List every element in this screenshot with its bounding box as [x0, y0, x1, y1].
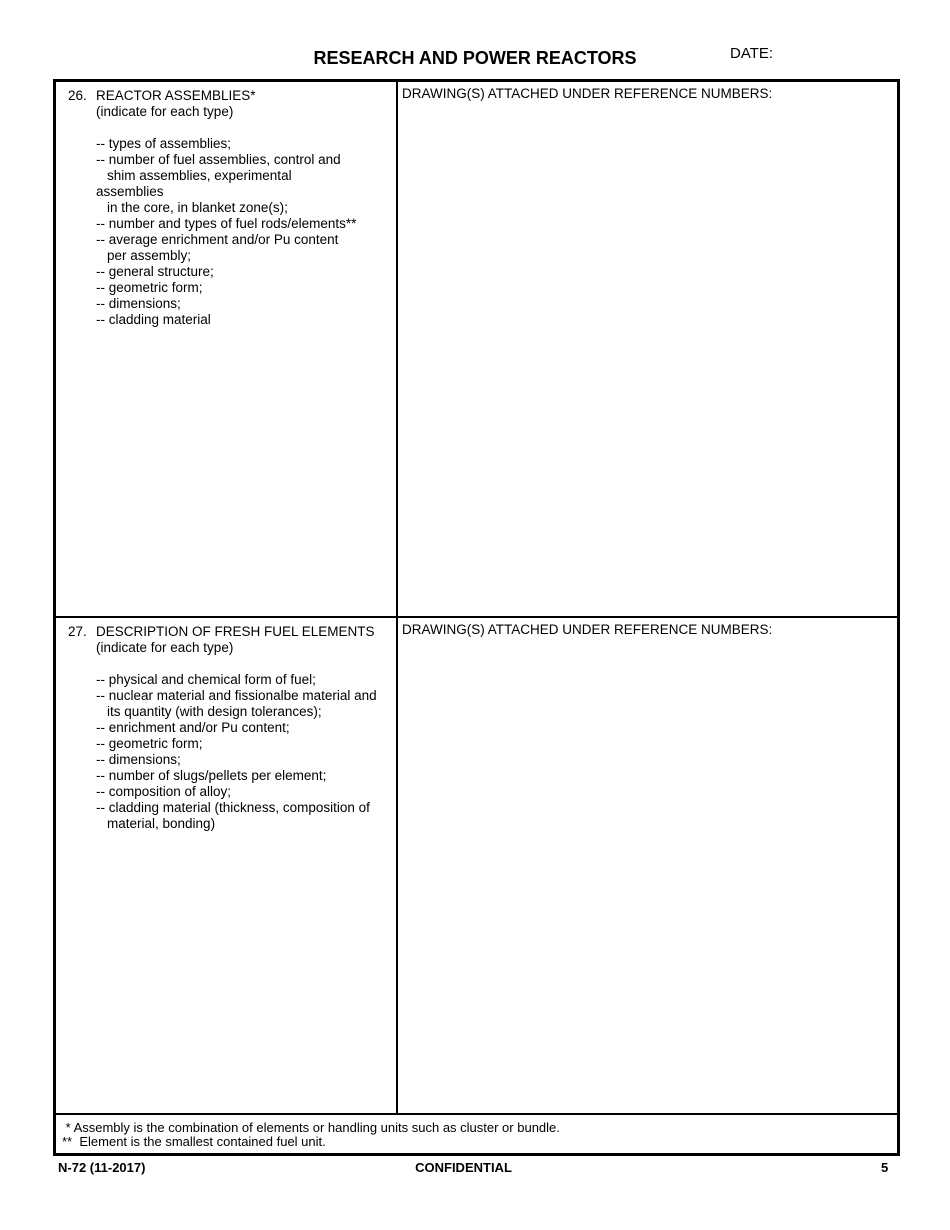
- list-item: -- geometric form;: [96, 280, 203, 295]
- list-item: -- dimensions;: [96, 296, 181, 311]
- section-27-number: 27.: [68, 624, 87, 639]
- page-title: [0, 48, 950, 69]
- section-27-description: [68, 624, 394, 832]
- section-26-drawings-label: DRAWING(S) ATTACHED UNDER REFERENCE NUMBERS:: [402, 86, 773, 101]
- footnotes-row: [56, 1115, 897, 1153]
- section-27-items: [96, 672, 394, 832]
- list-item: -- general structure;: [96, 264, 214, 279]
- list-item: -- geometric form;: [96, 736, 203, 751]
- section-26-items: [96, 136, 394, 328]
- list-item: -- composition of alloy;: [96, 784, 232, 799]
- list-item: per assembly;: [107, 248, 192, 263]
- section-26-number: 26.: [68, 88, 87, 103]
- column-divider: [396, 82, 398, 616]
- list-item: -- types of assemblies;: [96, 136, 232, 151]
- section-26-subtitle: (indicate for each type): [96, 104, 234, 119]
- list-item: -- number and types of fuel rods/elements**: [96, 216, 357, 231]
- section-26-drawings-field[interactable]: [402, 86, 772, 101]
- list-item: -- nuclear material and fissionalbe material and: [96, 688, 377, 703]
- list-item: assemblies: [96, 184, 164, 199]
- list-item: -- enrichment and/or Pu content;: [96, 720, 290, 735]
- section-27-drawings-label: DRAWING(S) ATTACHED UNDER REFERENCE NUMBERS:: [402, 622, 773, 637]
- list-item: its quantity (with design tolerances);: [107, 704, 322, 719]
- list-item: shim assemblies, experimental: [107, 168, 292, 183]
- page-number: 5: [881, 1160, 889, 1175]
- list-item: in the core, in blanket zone(s);: [107, 200, 288, 215]
- form-id: N-72 (11-2017): [58, 1160, 146, 1175]
- list-item: -- number of slugs/pellets per element;: [96, 768, 327, 783]
- section-27-drawings-field[interactable]: [402, 622, 772, 637]
- section-27-title: DESCRIPTION OF FRESH FUEL ELEMENTS: [96, 624, 375, 639]
- date-label: DATE:: [730, 45, 774, 62]
- section-26-title: REACTOR ASSEMBLIES*: [96, 88, 256, 103]
- column-divider: [396, 618, 398, 1113]
- form-table: [53, 79, 900, 1156]
- list-item: -- cladding material (thickness, composition of: [96, 800, 370, 815]
- classification-label: CONFIDENTIAL: [415, 1160, 512, 1175]
- footnote-assembly: * Assembly is the combination of elements or handling units such as cluster or bundle.: [62, 1120, 560, 1135]
- section-26-row: [56, 82, 897, 618]
- list-item: -- dimensions;: [96, 752, 181, 767]
- list-item: -- number of fuel assemblies, control and: [96, 152, 341, 167]
- list-item: material, bonding): [107, 816, 216, 831]
- footnote-element: ** Element is the smallest contained fuel unit.: [62, 1134, 326, 1149]
- footnotes: [62, 1121, 560, 1149]
- list-item: -- cladding material: [96, 312, 211, 327]
- list-item: -- average enrichment and/or Pu content: [96, 232, 339, 247]
- section-27-row: [56, 618, 897, 1115]
- section-26-description: [68, 88, 394, 328]
- section-27-subtitle: (indicate for each type): [96, 640, 234, 655]
- page-title-text: RESEARCH AND POWER REACTORS: [313, 48, 637, 68]
- list-item: -- physical and chemical form of fuel;: [96, 672, 316, 687]
